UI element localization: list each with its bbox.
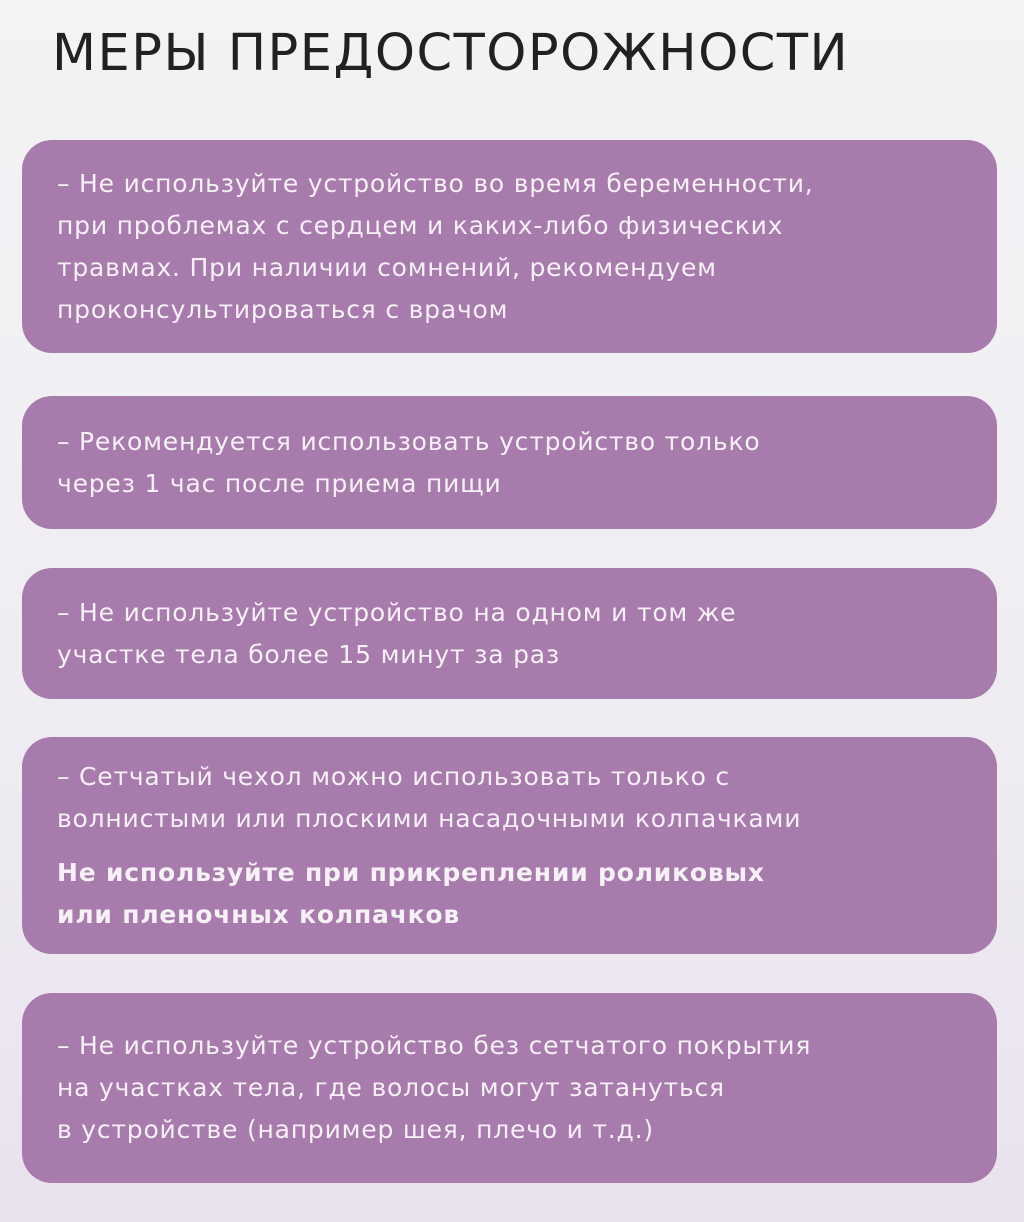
precaution-text: [57, 163, 967, 331]
precaution-text: [57, 592, 967, 676]
precaution-card-pregnancy: [22, 140, 997, 353]
text-line: волнистыми или плоскими насадочными колпачками: [57, 803, 802, 833]
text-line: проконсультироваться с врачом: [57, 294, 509, 324]
precaution-warning: [57, 852, 967, 936]
text-line: – Рекомендуется использовать устройство только: [57, 426, 761, 456]
page-title: МЕРЫ ПРЕДОСТОРОЖНОСТИ: [52, 24, 850, 83]
precaution-card-mesh-cover: [22, 737, 997, 954]
text-line: травмах. При наличии сомнений, рекомендуем: [57, 252, 717, 282]
text-line: в устройстве (например шея, плечо и т.д.): [57, 1115, 654, 1144]
text-line: на участках тела, где волосы могут затануться: [57, 1073, 725, 1102]
warning-line: или пленочных колпачков: [57, 899, 461, 929]
warning-line: Не используйте при прикреплении роликовых: [57, 857, 765, 887]
text-line: – Не используйте устройство во время беременности,: [57, 168, 814, 198]
precaution-text: [57, 421, 967, 505]
precaution-text: [57, 756, 967, 840]
precaution-text: [57, 1025, 967, 1151]
text-line: через 1 час после приема пищи: [57, 468, 502, 498]
text-line: – Сетчатый чехол можно использовать только с: [57, 761, 730, 791]
text-line: – Не используйте устройство на одном и том же: [57, 597, 737, 627]
text-line: – Не используйте устройство без сетчатого покрытия: [57, 1031, 812, 1060]
precaution-card-after-meal: [22, 396, 997, 529]
precaution-card-hair: [22, 993, 997, 1183]
text-line: участке тела более 15 минут за раз: [57, 639, 560, 669]
precaution-card-duration: [22, 568, 997, 699]
text-line: при проблемах с сердцем и каких-либо физических: [57, 210, 784, 240]
